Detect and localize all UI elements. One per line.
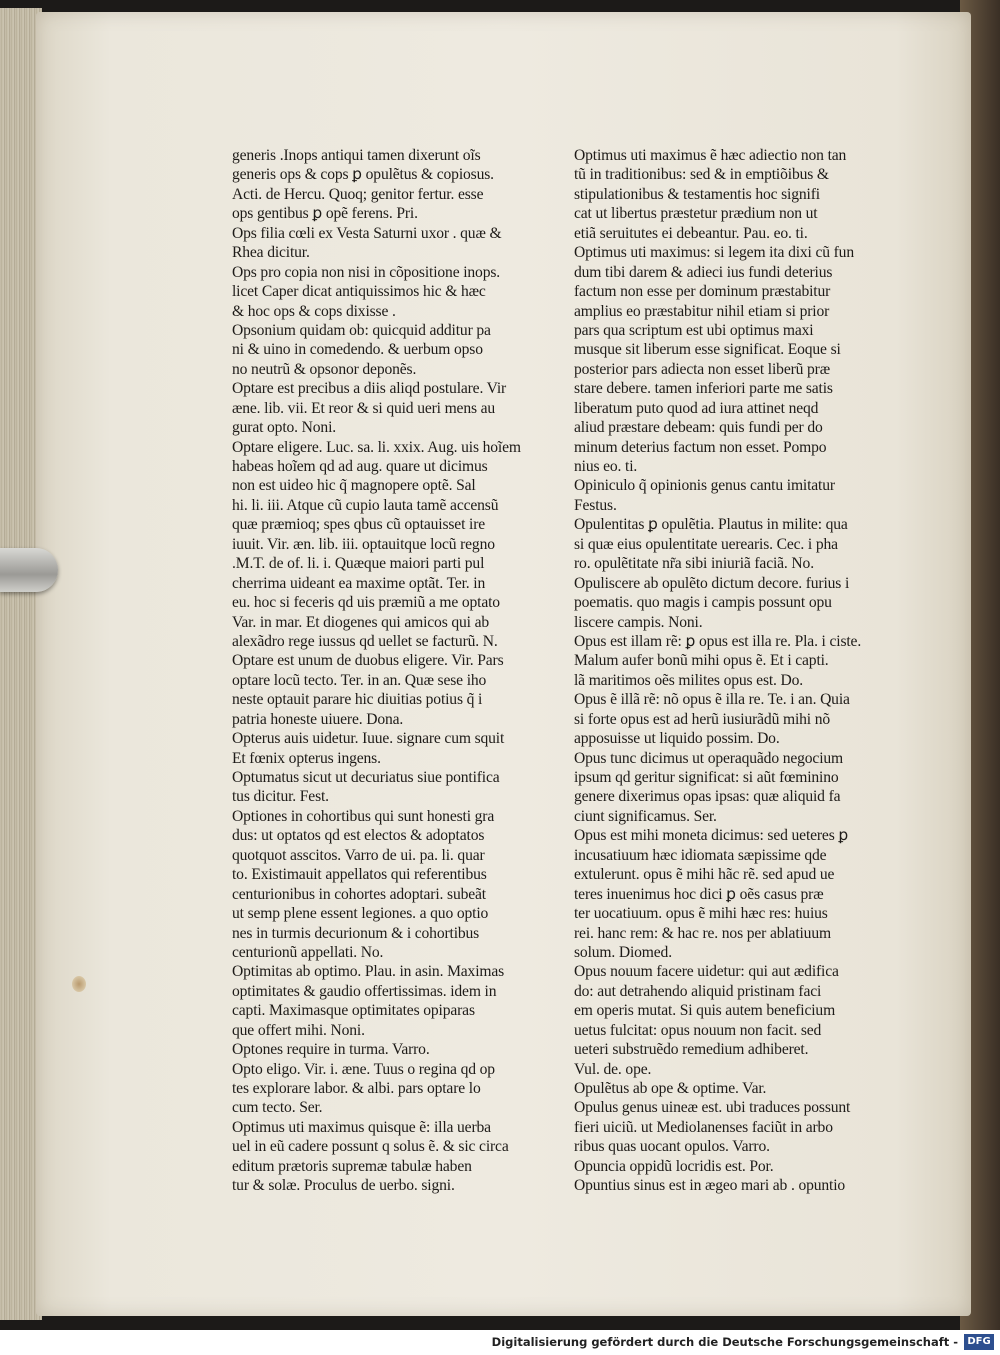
text-line: & hoc ops & cops dixisse . [232, 302, 396, 320]
text-line: que offert mihi. Noni. [232, 1021, 365, 1039]
text-line: non est uideo hic q̃ magnopere optẽ. Sal [232, 477, 476, 495]
text-line: Rhea dicitur. [232, 244, 310, 262]
text-line: Opus est illam rẽ: ꝑ opus est illa re. Pla. i ciste. [574, 632, 862, 650]
text-line: ops gentibus ꝑ opẽ ferens. Pri. [232, 205, 418, 223]
text-line: pars qua scriptum est ubi optimus maxi [574, 321, 814, 339]
footer-bar [0, 1330, 1000, 1355]
text-line: optare locũ tecto. Ter. in an. Quæ sese iho [232, 671, 487, 689]
text-line: patria honeste uiuere. Dona. [232, 710, 404, 728]
text-line: poematis. quo magis i campis possunt opu [574, 594, 832, 612]
text-line: ipsum qd geritur significat: si aũt fœminino [574, 769, 839, 786]
text-line: gurat opto. Noni. [232, 419, 336, 437]
text-line: cum tecto. Ser. [232, 1099, 323, 1117]
text-line: aliud præstare debeam: quis fundi per do [574, 419, 823, 437]
text-line: Ops filia cœli ex Vesta Saturni uxor . quæ & [232, 224, 502, 242]
text-line: capti. Maximasque optimitates opiparas [232, 1002, 475, 1020]
text-line: Opus est mihi moneta dicimus: sed ueteres ꝑ [574, 827, 849, 845]
text-line: Optimus uti maximus quisque ẽ: illa uerba [232, 1118, 491, 1136]
text-line: Opuncia oppidũ locridis est. Por. [574, 1157, 774, 1175]
text-line: Optimus uti maximus: si legem ita dixi cũ fun [574, 244, 854, 262]
text-line: tũ in traditionibus: sed & in emptiõibus & [574, 166, 829, 184]
text-line: amplius eo præstabitur nihil etiam si prior [574, 302, 830, 320]
text-line: solum. Diomed. [574, 943, 672, 961]
text-line: ro. opulẽtitate nr̃a sibi iniuriã faciã. No. [574, 555, 814, 573]
funding-credit: Digitalisierung gefördert durch die Deutsche Forschungsgemeinschaft - [491, 1335, 958, 1349]
text-line: centurionũ appellati. No. [232, 943, 384, 961]
text-line: posterior pars adiecta non esset liberũ præ [574, 360, 830, 378]
text-line: iuuit. Vir. æn. lib. iii. optauitque locũ regno [232, 535, 495, 553]
text-line: centurionibus in cohortes adoptari. subeãt [232, 885, 486, 903]
text-line: no neutrũ & opsonor deponẽs. [232, 360, 417, 378]
text-line: editum prætoris supremæ tabulæ haben [232, 1157, 472, 1175]
text-line: licet Caper dicat antiquissimos hic & hæc [232, 283, 486, 301]
text-line: eu. hoc si feceris qd uis præmiũ a me optato [232, 594, 500, 612]
text-line: nius eo. ti. [574, 458, 638, 475]
text-line: neste optauit parare hic diuitias potius q̃ i [232, 691, 483, 709]
text-line: si quæ eius opulentitate uerearis. Cec. i pha [574, 535, 838, 553]
text-line: Opsonium quidam ob: quicquid additur pa [232, 321, 491, 339]
page-clip [0, 548, 58, 592]
text-line: tur & solæ. Proculus de uerbo. signi. [232, 1177, 455, 1195]
text-line: Opterus auis uidetur. Iuue. signare cum squit [232, 730, 505, 748]
text-line: uetus fulcitat: opus nouum non facit. sed [574, 1021, 822, 1039]
text-line: quæ præmioq; spes qbus cũ optauisset ire [232, 516, 486, 534]
text-line: æne. lib. vii. Et reor & si quid ueri mens au [232, 399, 496, 417]
text-line: Et fœnix opterus ingens. [232, 749, 381, 767]
text-line: musque sit liberum esse significat. Eoque si [574, 341, 841, 359]
text-line: habeas hoĩem qd ad aug. quare ut dicimus [232, 458, 488, 475]
text-line: do: aut detrahendo aliquid pristinam faci [574, 982, 822, 1000]
text-line: etiã seruitutes ei debeantur. Pau. eo. ti. [574, 224, 808, 242]
text-line: Opulẽtus ab ope & optime. Var. [574, 1080, 767, 1097]
text-line: ter uocatiuum. opus ẽ mihi hæc res: huius [574, 905, 828, 923]
text-line: quotquot asscitos. Varro de ui. pa. li. quar [232, 846, 485, 864]
text-line: Opto eligo. Vir. i. æne. Tuus o regina qd op [232, 1060, 495, 1078]
text-line: Opuntius sinus est in ægeo mari ab . opuntio [574, 1177, 846, 1195]
text-line: Malum aufer bonũ mihi opus ẽ. Et i capti. [574, 652, 829, 670]
text-line: liscere campis. Noni. [574, 613, 703, 631]
text-line: optimitates & gaudio offertissimas. idem in [232, 982, 497, 1000]
text-line: genere dixerimus opas ipsas: quæ aliquid fa [574, 788, 841, 806]
text-line: Optimitas ab optimo. Plau. in asin. Maximas [232, 963, 505, 981]
text-line: tes explorare labor. & albi. pars optare lo [232, 1080, 481, 1097]
text-line: nes in turmis decurionum & i cohortibus [232, 924, 480, 942]
text-line: si forte opus est ad herũ iusiurãdũ mihi nõ [574, 710, 831, 728]
text-line: generis .Inops antiqui tamen dixerunt oĩs [232, 147, 481, 164]
text-line: apposuisse ut liquido possim. Do. [574, 730, 780, 748]
text-line: stipulationibus & testamentis hoc signifi [574, 185, 820, 203]
dfg-logo: DFG [964, 1334, 994, 1350]
text-line: Optumatus sicut ut decuriatus siue pontifica [232, 769, 500, 786]
text-line: Opus nouum facere uidetur: qui aut ædifica [574, 963, 839, 981]
text-line: incusatiuum hæc idiomata sæpissime qde [574, 846, 827, 864]
text-line: Optiones in cohortibus qui sunt honesti gra [232, 807, 495, 825]
text-line: hi. li. iii. Atque cũ cupio lauta tamẽ accensũ [232, 496, 499, 514]
page-stain [72, 976, 86, 992]
text-line: .M.T. de of. li. i. Quæque maiori parti pul [232, 555, 485, 573]
text-line: ni & uino in comedendo. & uerbum opso [232, 341, 483, 359]
text-line: uel in eũ cadere possunt q solus ẽ. & sic circa [232, 1138, 509, 1156]
text-line: Opulentitas ꝑ opulẽtia. Plautus in milite: qua [574, 516, 848, 534]
text-line: ueteri substruẽdo remedium adhiberet. [574, 1041, 809, 1059]
text-line: em operis mutat. Si quis autem beneficium [574, 1002, 836, 1020]
text-line: Optare est precibus a diis aliqd postulare. Vir [232, 380, 507, 398]
text-line: Optare est unum de duobus eligere. Vir. Pars [232, 652, 504, 670]
right-text-column [574, 146, 904, 1196]
text-line: factum non esse per dominum præstabitur [574, 283, 831, 301]
text-line: cat ut libertus præstetur prædium non ut [574, 205, 818, 223]
text-line: teres inuenimus hoc dici ꝑ oẽs casus præ [574, 885, 824, 903]
text-line: Opus ẽ illã rẽ: nõ opus ẽ illa re. Te. i an. Quia [574, 691, 850, 709]
text-line: Optimus uti maximus ẽ hæc adiectio non tan [574, 147, 847, 164]
text-line: Var. in mar. Et diogenes qui amicos qui ab [232, 613, 490, 631]
text-line: rei. hanc rem: & hac re. nos per ablatiuum [574, 924, 831, 942]
text-line: ut semp plene essent legiones. a quo optio [232, 905, 489, 923]
text-line: ciunt significamus. Ser. [574, 807, 717, 825]
text-line: ribus quas uocant opulos. Varro. [574, 1138, 770, 1156]
text-line: liberatum puto quod ad iura attinet neqd [574, 399, 819, 417]
text-line: dus: ut optatos qd est electos & adoptatos [232, 827, 485, 845]
text-line: Opiniculo q̃ opinionis genus cantu imitatur [574, 477, 835, 495]
text-line: alexãdro rege iussus qd uellet se facturũ. N. [232, 632, 498, 650]
text-line: Ops pro copia non nisi in cõpositione inops. [232, 263, 501, 281]
text-line: tus dicitur. Fest. [232, 788, 329, 806]
text-line: extulerunt. opus ẽ mihi hãc rẽ. sed apud ue [574, 866, 835, 884]
left-text-column [232, 146, 558, 1196]
text-line: cherrima uideant ea maxime optãt. Ter. in [232, 574, 486, 592]
text-line: Acti. de Hercu. Quoq; genitor fertur. esse [232, 185, 484, 203]
text-line: to. Existimauit appellatos qui referentibus [232, 866, 487, 884]
text-line: Optare eligere. Luc. sa. li. xxix. Aug. uis hoĩem [232, 438, 521, 456]
text-line: minum deterius factum non esset. Pompo [574, 438, 827, 456]
text-line: Opus tunc dicimus ut operaquãdo negocium [574, 749, 843, 767]
text-line: Opulus genus uineæ est. ubi traduces possunt [574, 1099, 851, 1117]
text-line: generis ops & cops ꝑ opulẽtus & copiosus. [232, 166, 494, 184]
text-line: Optones require in turma. Varro. [232, 1041, 430, 1059]
text-line: fieri uiciũ. ut Mediolanenses faciũt in arbo [574, 1118, 833, 1136]
text-line: stare debere. tamen inferiori parte me satis [574, 380, 833, 398]
text-line: dum tibi darem & adieci ius fundi deterius [574, 263, 833, 281]
text-line: Festus. [574, 496, 617, 514]
text-line: Vul. de. ope. [574, 1060, 652, 1078]
text-line: Opuliscere ab opulẽto dictum decore. furius i [574, 574, 850, 592]
text-line: lã maritimos oẽs milites opus est. Do. [574, 671, 804, 689]
